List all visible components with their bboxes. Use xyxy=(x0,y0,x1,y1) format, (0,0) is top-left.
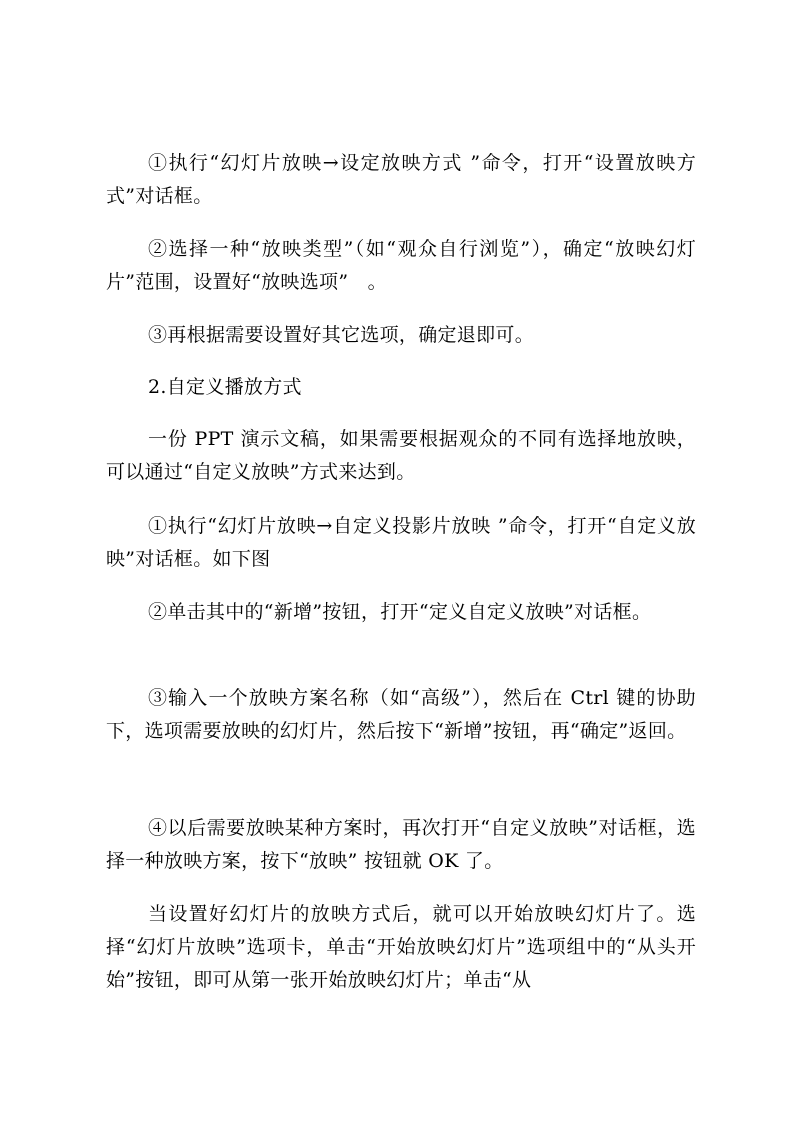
paragraph-custom-step-3: ③输入一个放映方案名称（如“高级”），然后在 Ctrl 键的协助下，选项需要放映的幻灯片，然后按下“新增”按钮，再“确定”返回。 xyxy=(106,687,696,742)
paragraph-custom-step-2: ②单击其中的“新增”按钮，打开“定义自定义放映”对话框。 xyxy=(148,601,652,623)
paragraph-custom-step-4: ④以后需要放映某种方案时，再次打开“自定义放映”对话框，选择一种放映方案，按下“放映” 按钮就 OK 了。 xyxy=(106,817,696,872)
paragraph-step-2-select-show-type: ②选择一种“放映类型”（如“观众自行浏览”），确定“放映幻灯片”范围，设置好“放映选项” 。 xyxy=(106,238,696,293)
paragraph-step-1-set-show-mode: ①执行“幻灯片放映→设定放映方式 ”命令，打开“设置放映方式”对话框。 xyxy=(106,152,696,207)
paragraph-start-show: 当设置好幻灯片的放映方式后，就可以开始放映幻灯片了。选择“幻灯片放映”选项卡，单击“开始放映幻灯片”选项组中的“从头开始”按钮，即可从第一张开始放映幻灯片；单击“从 xyxy=(106,903,696,991)
paragraph-custom-show-intro: 一份 PPT 演示文稿，如果需要根据观众的不同有选择地放映，可以通过“自定义放映”方式来达到。 xyxy=(106,428,696,483)
paragraph-step-3-confirm: ③再根据需要设置好其它选项，确定退即可。 xyxy=(148,324,535,346)
paragraph-custom-step-1: ①执行“幻灯片放映→自定义投影片放映 ”命令，打开“自定义放映”对话框。如下图 xyxy=(106,515,696,570)
section-heading-custom-show: 2.自定义播放方式 xyxy=(148,376,302,398)
